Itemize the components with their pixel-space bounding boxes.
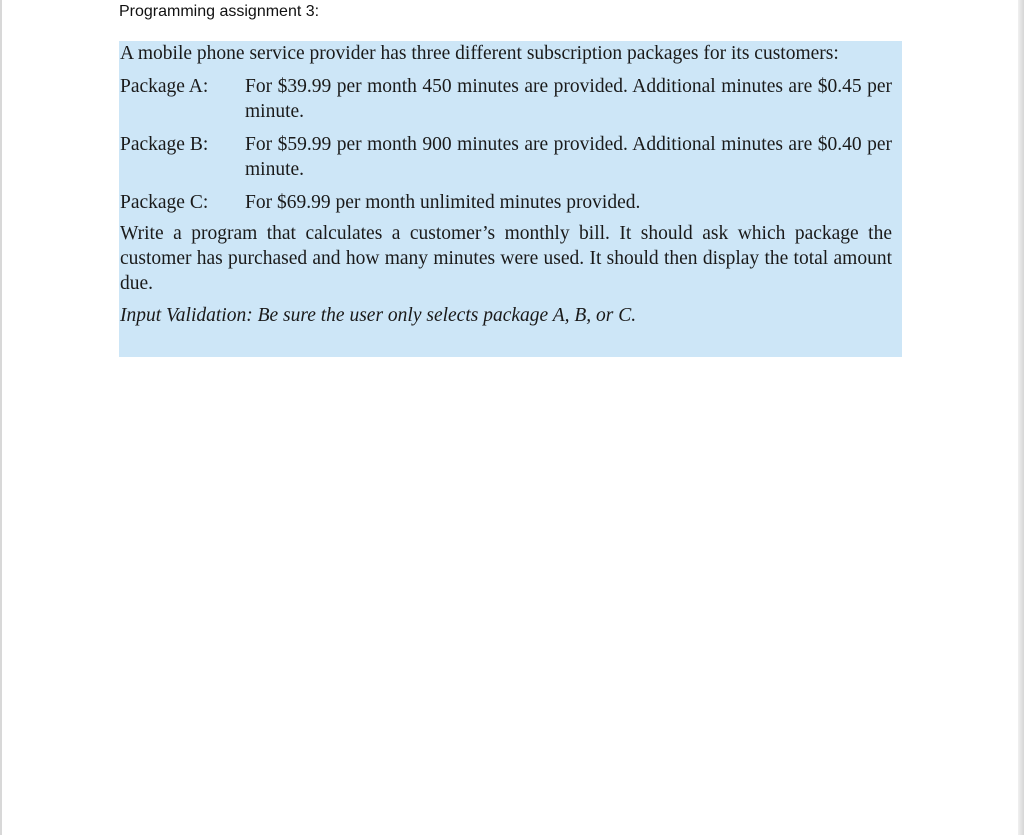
package-b-row — [120, 132, 892, 182]
task-paragraph: Write a program that calculates a customer’s monthly bill. It should ask which package the customer has purchased and how many minutes were used. It should then display the total amount due. — [120, 223, 892, 294]
package-b-description: For $59.99 per month 900 minutes are provided. Additional minutes are $0.40 per minute. — [245, 134, 892, 180]
package-a-label: Package A: — [120, 76, 209, 97]
problem-excerpt-box — [119, 41, 902, 357]
package-c-description: For $69.99 per month unlimited minutes provided. — [245, 192, 641, 213]
assignment-heading: Programming assignment 3: — [119, 3, 320, 20]
package-a-description: For $39.99 per month 450 minutes are provided. Additional minutes are $0.45 per minute. — [245, 76, 892, 122]
package-b-label: Package B: — [120, 134, 209, 155]
page-right-edge — [1018, 0, 1024, 835]
package-c-label: Package C: — [120, 192, 209, 213]
input-validation-note: Input Validation: Be sure the user only selects package A, B, or C. — [120, 305, 637, 326]
page-left-edge — [0, 0, 2, 835]
package-a-row — [120, 74, 892, 124]
intro-paragraph: A mobile phone service provider has three different subscription packages for its customers: — [120, 43, 839, 64]
package-c-row — [120, 190, 892, 215]
